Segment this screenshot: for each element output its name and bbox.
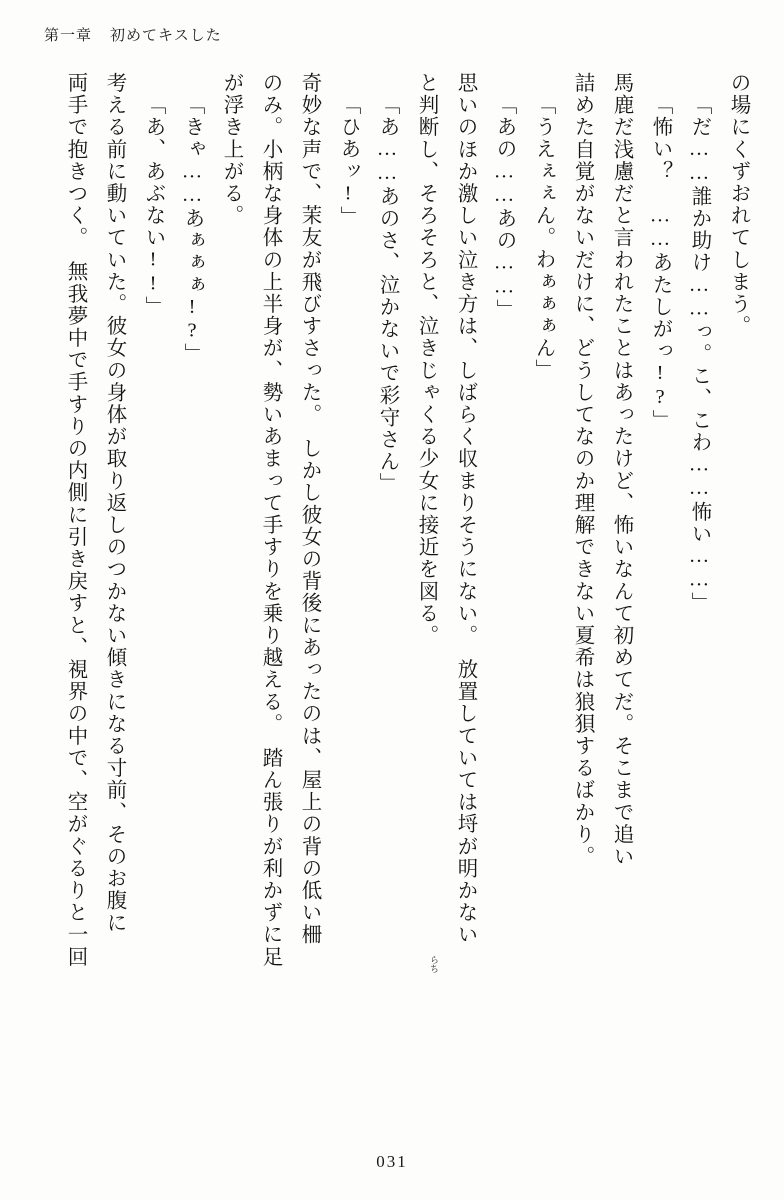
text-column: 両手で抱きつく。 無我夢中で手すりの内側に引き戻すと、視界の中で、空がぐるりと一回 <box>64 72 86 968</box>
text-column: 馬鹿だ浅慮だと言われたことはあったけど、怖いなんて初めてだ。そこまで追い <box>610 72 632 868</box>
text-column: の場にくずおれてしまう。 <box>727 72 749 338</box>
text-column: 「きゃ……あぁぁぁ!?」 <box>181 94 203 366</box>
text-column: 「あ……あのさ、泣かないで彩守さん」 <box>376 94 398 495</box>
text-column: 奇妙な声で、茉友が飛びすさった。 しかし彼女の背後にあったのは、屋上の背の低い柵 <box>298 72 320 946</box>
text-column: 「ひあッ!」 <box>337 94 359 229</box>
page-number: 031 <box>376 1152 408 1171</box>
text-column: 「だ……誰か助け……っ。こ、こわ……怖い……」 <box>688 94 710 615</box>
vertical-text-body <box>30 72 748 1112</box>
text-column: 「うえぇぇん。わぁぁぁん」 <box>532 94 554 382</box>
text-column: と判断し、そろそろと、泣きじゃくる少女に接近を図る。 <box>415 72 437 647</box>
text-column: 考える前に動いていた。彼女の身体が取り返しのつかない傾きになる寸前、そのお腹に <box>103 72 125 934</box>
text-column: のみ。小柄な身体の上半身が、勢いあまって手すりを乗り越える。 踏ん張りが利かずに足 <box>259 72 281 968</box>
chapter-number: 第一章 <box>44 28 93 44</box>
text-column: 「怖い？ ……あたしがっ!?」 <box>649 94 671 432</box>
ruby-annotation: らち <box>429 955 439 973</box>
text-column: 「あの……あの……」 <box>493 94 515 321</box>
text-column: 詰めた自覚がないだけに、どうしてなのか理解できない夏希は狼狽するばかり。 <box>571 72 593 868</box>
running-head <box>44 24 222 45</box>
text-column: 思いのほか激しい泣き方は、しばらく収まりそうにない。 放置していては埒が明かない <box>454 72 476 946</box>
text-column: が浮き上がる。 <box>220 72 242 227</box>
chapter-title: 初めてキスした <box>110 28 222 44</box>
text-column: 「あ、あぶない!!」 <box>142 94 164 318</box>
